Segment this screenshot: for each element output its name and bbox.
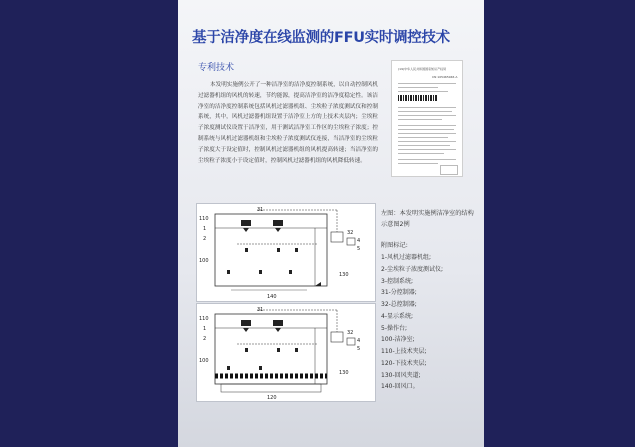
fig2-label-left-a: 110 (199, 316, 209, 322)
fig2-label-bottom: 120 (267, 395, 277, 401)
fig1-label-left-c: 2 (203, 236, 207, 242)
note-item: 3-控制系统; (381, 277, 414, 285)
fig1-label-right-d: 130 (339, 272, 349, 278)
abstract-text: 本发明实施例公开了一种洁净室的洁净度控制系统，以自动控制风机过滤器机组的风机的转速，节约能源，提高洁净室的洁净度稳定性。该洁净室的洁净度控制系统包括风机过滤器机组、尘埃粒子浓度测试仪和控制系统，其中，风机过滤器机组设置于洁净室上方的上技术夹层内；尘埃粒子浓度测试仪设置于洁净室，用于测试洁净室工作区的尘埃粒子浓度；控制系统与风机过滤器机组和尘埃粒子浓度测试仪连接，当洁净室的尘埃粒子浓度大于设定值时，控制风机过滤器机组的风机提高转速；当洁净室的尘埃粒子浓度小于设定值时，控制风机过滤器机组的风机降低转速。 (198, 82, 378, 164)
page-title: 基于洁净度在线监测的FFU实时调控技术 (192, 30, 450, 46)
fig2-label-left-c: 2 (203, 336, 207, 342)
patent-figure-thumb (440, 165, 458, 175)
fig1-label-left-b: 1 (203, 226, 207, 232)
document-page (178, 0, 484, 447)
fig2-label-top: 31 (257, 307, 264, 313)
fig2-label-left-b: 1 (203, 326, 207, 332)
figure-caption: 左图：本发明实施例洁净室的结构示意图2例 (381, 210, 474, 228)
patent-header: (19)中华人民共和国国家知识产权局 (398, 67, 447, 71)
notes-heading: 附图标记: (381, 242, 408, 249)
fig1-label-top: 31 (257, 207, 264, 213)
fig1-label-left-a: 110 (199, 216, 209, 222)
barcode-graphic (398, 95, 438, 101)
note-item: 140-回风口。 (381, 383, 419, 391)
schematic-figure-2 (196, 303, 376, 402)
note-item: 1-风机过滤器机组; (381, 254, 432, 261)
note-item: 130-回风夹道; (381, 371, 421, 379)
note-item: 5-操作台; (381, 324, 408, 332)
fig2-label-left-d: 100 (199, 358, 209, 364)
patent-number: CN 105465946 A (432, 75, 458, 79)
fig2-label-right-c: 5 (357, 346, 361, 352)
fig1-label-right-a: 32 (347, 230, 354, 236)
note-item: 4-显示系统; (381, 312, 414, 320)
fig2-label-right-a: 32 (347, 330, 354, 336)
fig1-label-right-b: 4 (357, 238, 361, 244)
patent-document-thumbnail (391, 60, 463, 177)
fig1-label-left-d: 100 (199, 258, 209, 264)
fig1-label-bottom: 140 (267, 294, 277, 300)
fig2-label-right-b: 4 (357, 338, 361, 344)
note-item: 120-下技术夹层; (381, 359, 427, 367)
note-item: 2-尘埃粒子浓度测试仪; (381, 265, 444, 273)
note-item: 110-上技术夹层; (381, 348, 427, 355)
fig2-label-right-d: 130 (339, 370, 349, 376)
note-item: 31-分控制器; (381, 289, 417, 297)
schematic-figure-1 (196, 203, 376, 302)
section-heading: 专利技术 (198, 63, 235, 73)
note-item: 100-洁净室; (381, 336, 415, 344)
reference-notes-list (381, 252, 443, 393)
fig1-label-right-c: 5 (357, 246, 361, 252)
note-item: 32-总控制器; (381, 301, 417, 308)
